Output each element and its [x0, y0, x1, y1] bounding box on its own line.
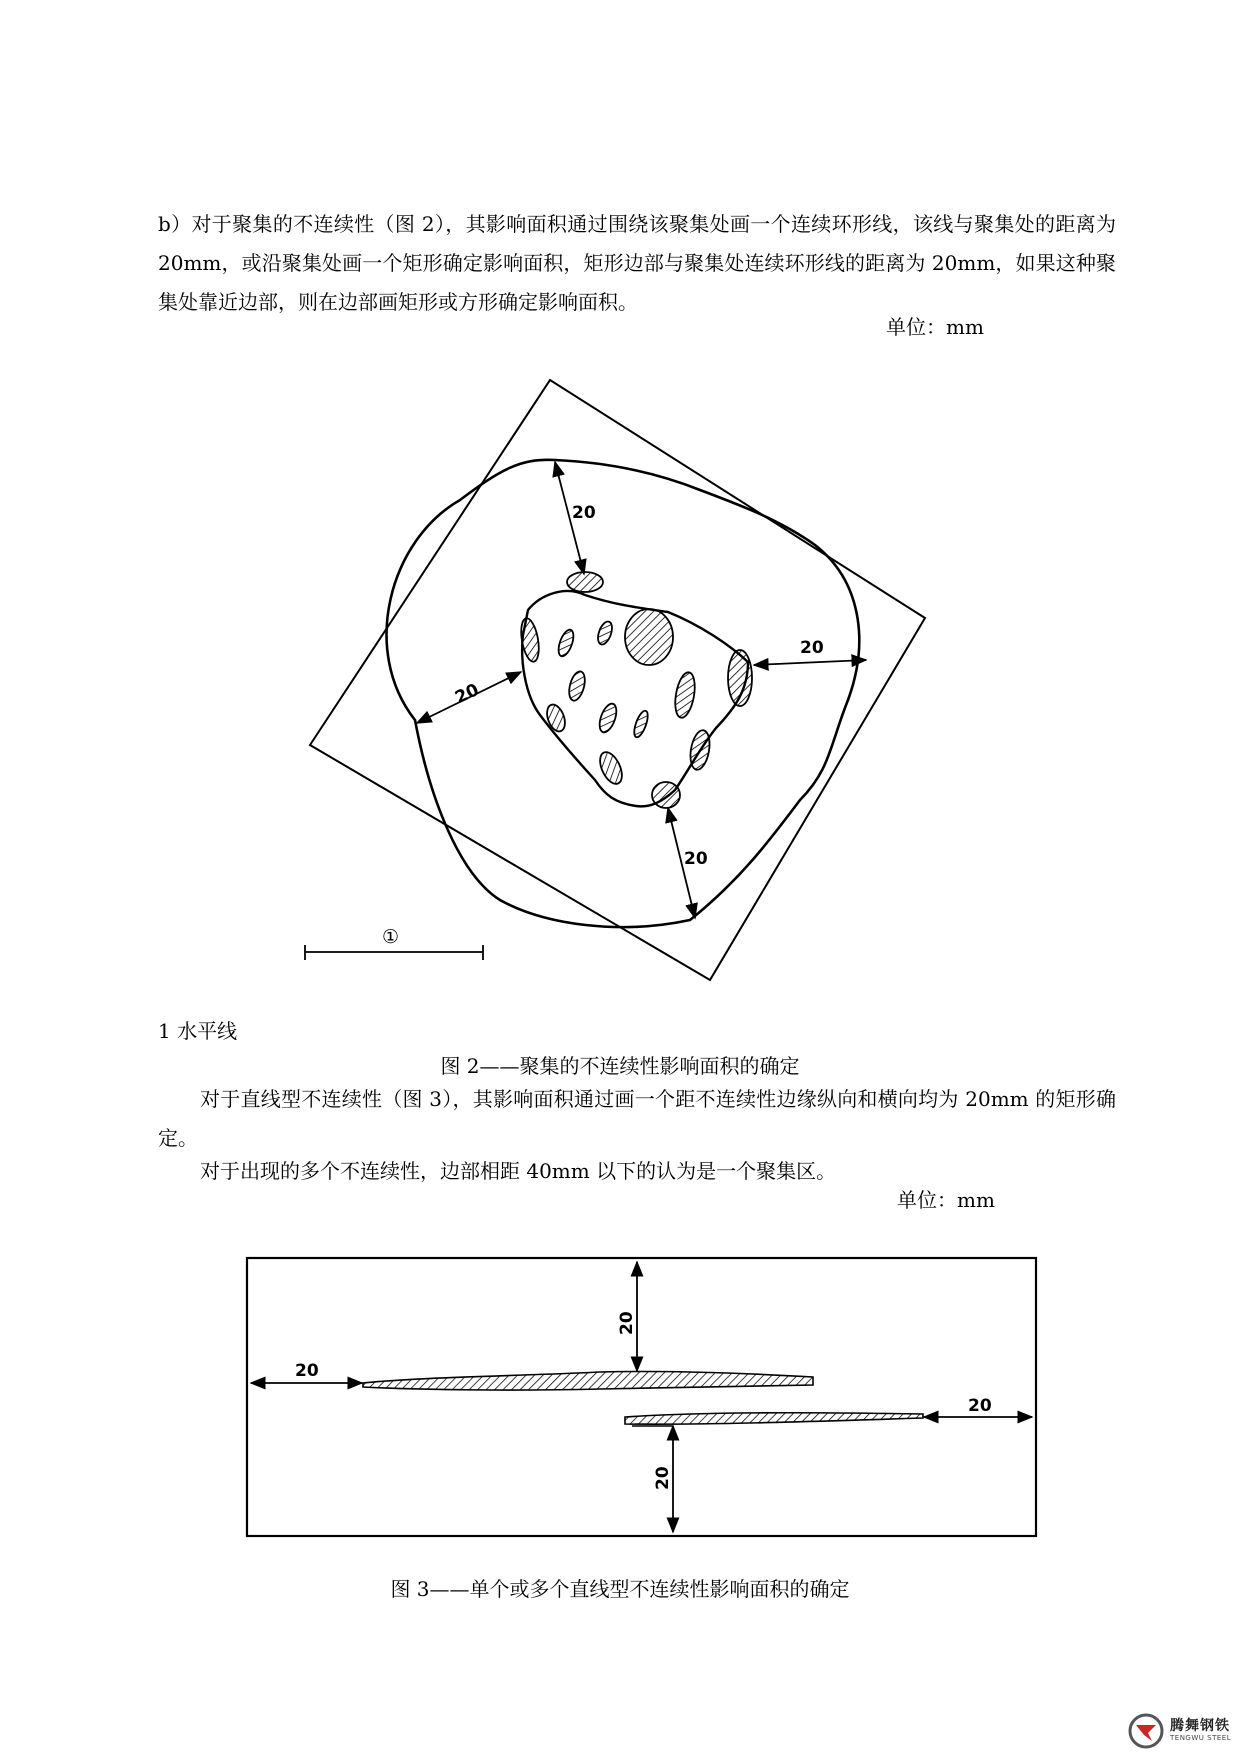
linear-discontinuity-lower [625, 1413, 923, 1424]
dimension-label-bottom: 20 [653, 1466, 673, 1490]
influence-rectangle [247, 1258, 1036, 1536]
dimension-label-top: 20 [617, 1311, 637, 1335]
paragraph-clustered: b）对于聚集的不连续性（图 2），其影响面积通过围绕该聚集处画一个连续环形线，该线与聚集处的距离为 20mm，或沿聚集处画一个矩形确定影响面积，矩形边部与聚集处连续环形线的距离为 20mm，如果这种聚集处靠近边部，则在边部画矩形或方形确定影响面积。 [158, 212, 1116, 314]
company-logo [1126, 1713, 1238, 1749]
key-note: 1 水平线 [158, 1019, 238, 1043]
linear-discontinuity-upper [363, 1371, 813, 1390]
dimension-label-left: 20 [452, 680, 483, 709]
dimension-label-left: 20 [295, 1361, 319, 1381]
logo-name-en: TENGWU STEEL [1170, 1734, 1232, 1742]
figure-3-diagram [240, 1250, 1050, 1550]
figure-2-diagram [290, 370, 950, 990]
dimension-label-bottom: 20 [684, 849, 708, 869]
dimension-arrows [251, 1262, 1032, 1532]
unit-label: 单位：mm [886, 315, 984, 339]
dimension-label-right: 20 [968, 1396, 992, 1416]
figure-3-caption: 图 3——单个或多个直线型不连续性影响面积的确定 [390, 1577, 850, 1601]
horizontal-line-key [300, 924, 490, 966]
paragraph-linear: 对于直线型不连续性（图 3），其影响面积通过画一个距不连续性边缘纵向和横向均为 20mm 的矩形确定。 [158, 1087, 1116, 1150]
figure-2-caption: 图 2——聚集的不连续性影响面积的确定 [440, 1054, 800, 1078]
dimension-label-right: 20 [800, 638, 824, 658]
paragraph-multiple: 对于出现的多个不连续性，边部相距 40mm 以下的认为是一个聚集区。 [200, 1159, 837, 1183]
logo-name-cn: 腾舞钢铁 [1170, 1718, 1230, 1734]
key-marker-icon: ① [382, 926, 400, 948]
tengwu-logo-icon [1126, 1713, 1166, 1749]
unit-label: 单位：mm [897, 1188, 995, 1212]
dimension-label-top: 20 [572, 503, 596, 523]
